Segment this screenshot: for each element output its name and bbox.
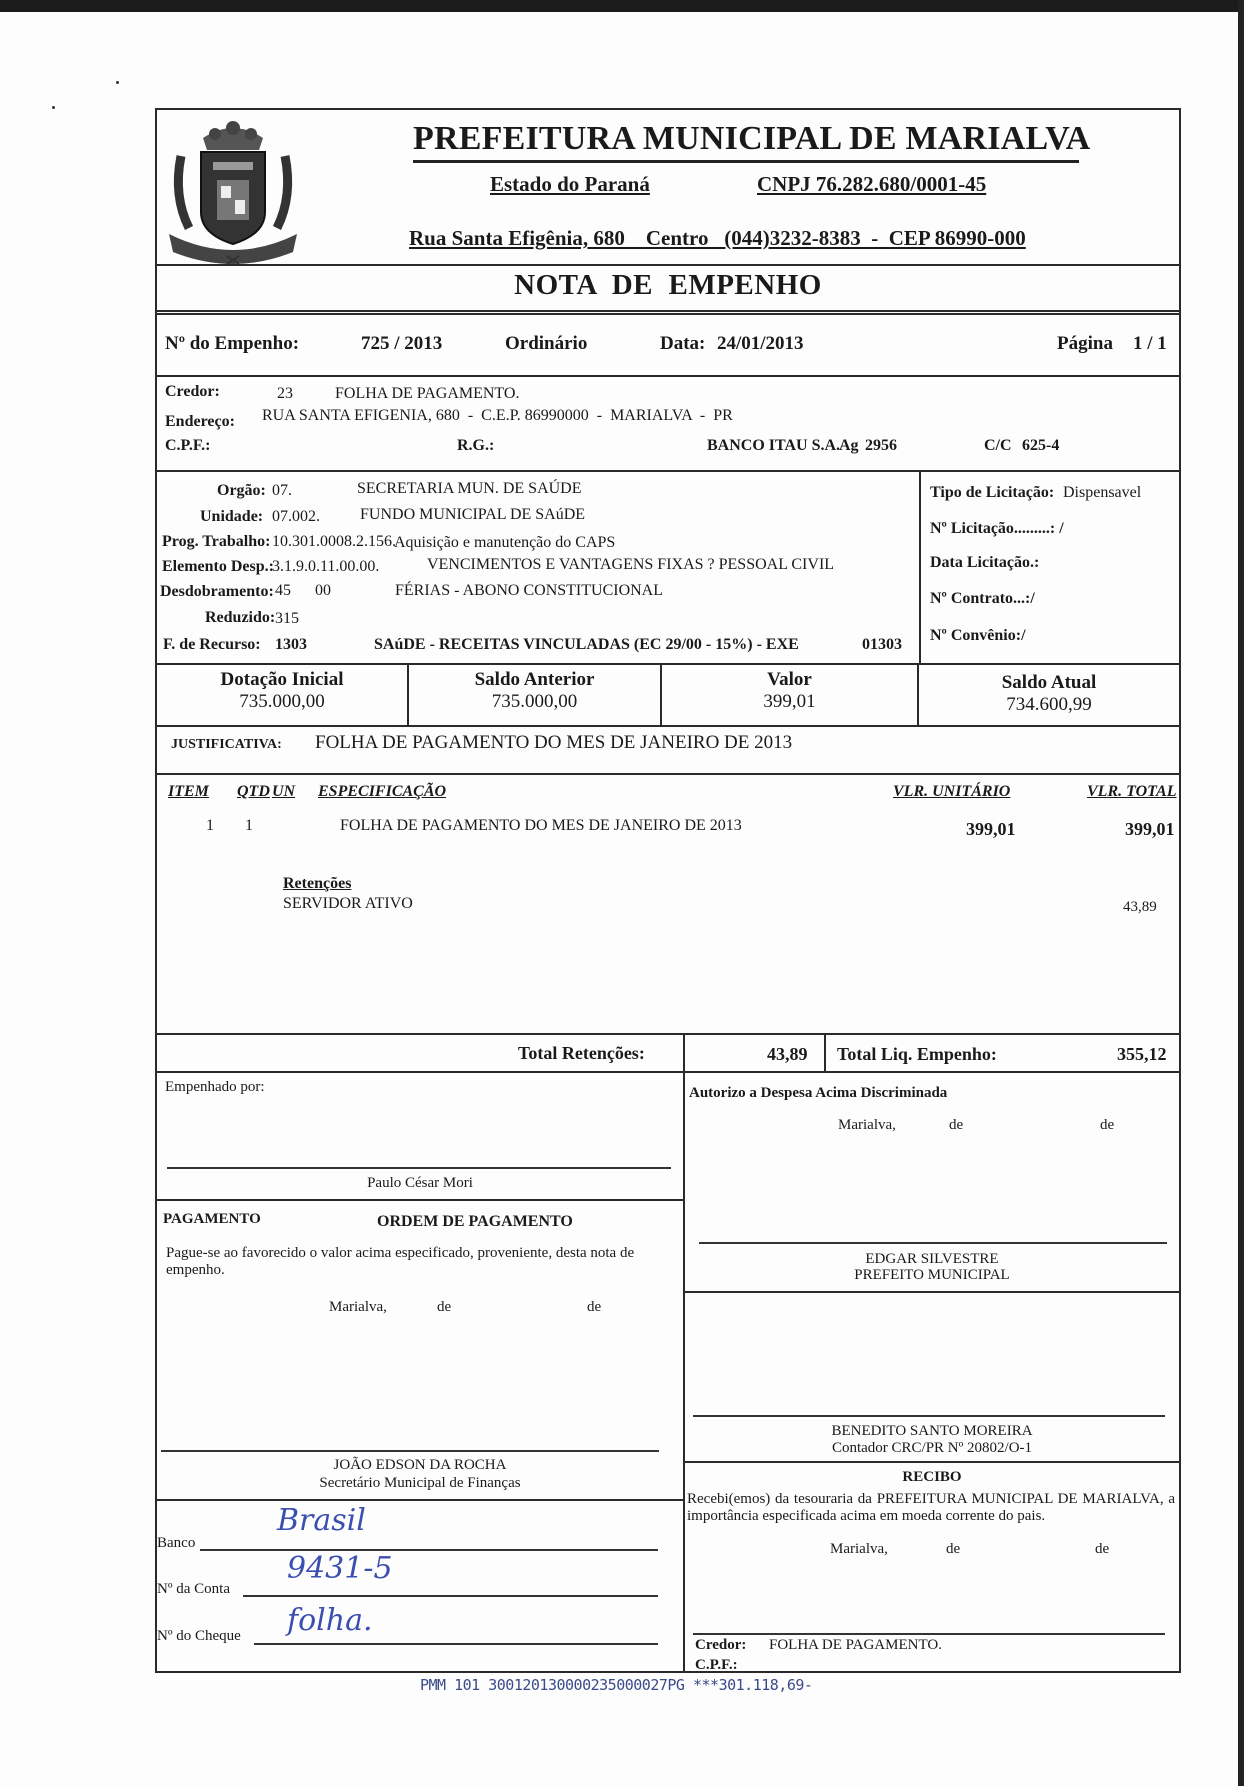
elemento-code: 3.1.9.0.11.00.00. [272,558,380,575]
signature-line [167,1167,671,1169]
pagamento-text: Pague-se ao favorecido o valor acima especificado, proveniente, desta nota de empenho. [166,1245,635,1278]
value-label: Saldo Atual [1001,672,1097,693]
licitacao-type: Dispensavel [1063,484,1142,501]
col-total-value: VLR. TOTAL [1087,783,1177,800]
empenhado-signer: Paulo César Mori [367,1175,473,1191]
desdobramento-a: 45 [275,582,291,599]
bank-name: BANCO ITAU S.A. [707,437,841,454]
divider [824,1035,826,1071]
banco-field-line [200,1549,658,1551]
autorizo-place: Marialva, [838,1117,896,1133]
value-label: Dotação Inicial [220,669,344,690]
date-label: Data: [660,333,706,354]
row-total-value: 399,01 [1125,819,1175,839]
orgao-name: SECRETARIA MUN. DE SAÚDE [357,480,582,497]
institution-title: PREFEITURA MUNICIPAL DE MARIALVA [413,120,1091,157]
unidade-label: Unidade: [200,508,264,525]
financas-signer-name: JOÃO EDSON DA ROCHA [333,1457,507,1473]
divider [683,1461,1179,1463]
state-name: Estado do Paraná [490,172,650,196]
credor-code: 23 [277,385,293,402]
prog-code: 10.301.0008.2.156. [272,533,396,550]
budget-classification [155,472,1181,665]
empenho-date: 24/01/2013 [717,333,804,354]
convenio-number: Nº Convênio:/ [930,627,1026,644]
value-amount: 735.000,00 [491,691,578,712]
autorizo-de: de [1100,1117,1115,1133]
empenho-type: Ordinário [505,333,588,354]
scan-speck [52,106,55,109]
conta-field-line [243,1595,658,1597]
row-unit-value: 399,01 [966,819,1016,839]
authentication-code: PMM 101 300120130000235000027PG ***301.118,69- [420,1676,813,1694]
justificativa-row [155,727,1181,775]
justificativa-label: JUSTIFICATIVA: [171,737,282,752]
scan-edge-top [0,0,1244,12]
signature-line [161,1450,659,1452]
col-item: ITEM [168,783,209,800]
unidade-name: FUNDO MUNICIPAL DE SAúDE [360,506,586,523]
licitacao-date: Data Licitação.: [930,554,1040,571]
page-number: 1 / 1 [1133,333,1167,354]
scan-speck [116,81,119,84]
recurso-name: SAúDE - RECEITAS VINCULADAS (EC 29/00 - 15%) - EXE [374,636,799,653]
value-cell-valor [662,665,919,725]
licitacao-panel [919,472,1179,663]
recibo-text: Recebi(emos) da tesouraria da PREFEITURA MUNICIPAL DE MARIALVA, a importância especificada acima em moeda corrente do pais. [687,1491,1175,1524]
credor-label: Credor: [165,383,220,400]
value-cell-saldo-anterior [409,665,662,725]
value-cell-saldo-atual [919,665,1179,725]
elemento-name: VENCIMENTOS E VANTAGENS FIXAS ? PESSOAL CIVIL [427,556,835,573]
cpf-label: C.P.F.: [165,437,211,454]
contador-role: Contador CRC/PR Nº 20802/O-1 [831,1440,1033,1456]
justificativa-text: FOLHA DE PAGAMENTO DO MES DE JANEIRO DE 2013 [315,732,793,753]
desdobramento-name: FÉRIAS - ABONO CONSTITUCIONAL [395,582,664,599]
divider [683,1035,685,1071]
cheque-field-line [254,1643,658,1645]
unidade-code: 07.002. [272,508,320,525]
institution-address: Rua Santa Efigênia, 680 Centro (044)3232-8383 - CEP 86990-000 [409,226,1026,250]
recurso-code: 1303 [275,636,307,653]
empenho-number-label: Nº do Empenho: [165,333,300,354]
divider [683,1291,1179,1293]
municipal-coat-of-arms-icon [163,116,303,264]
licitacao-type-label: Tipo de Licitação: [930,484,1055,501]
prefeito-name: EDGAR SILVESTRE [865,1251,999,1267]
col-spec: ESPECIFICAÇÃO [318,783,447,800]
conta-label: Nº da Conta [157,1581,230,1597]
cheque-label: Nº do Cheque [157,1628,241,1644]
elemento-label: Elemento Desp.: [162,558,274,575]
value-amount: 734.600,99 [1006,694,1092,715]
banco-label: Banco [157,1535,196,1551]
reduzido-value: 315 [275,610,299,627]
recibo-place: Marialva, [830,1541,888,1557]
document-title-row [155,266,1181,312]
row-spec: FOLHA DE PAGAMENTO DO MES DE JANEIRO DE 2013 [340,817,742,834]
contador-name: BENEDITO SANTO MOREIRA [831,1423,1033,1439]
recibo-cpf-label: C.P.F.: [695,1657,738,1673]
totals-row [155,1035,1181,1073]
pagamento-de: de [587,1299,602,1315]
financas-signer-role: Secretário Municipal de Finanças [319,1475,521,1491]
account-label: C/C [984,437,1012,454]
signature-line [699,1242,1167,1244]
credor-address: RUA SANTA EFIGENIA, 680 - C.E.P. 86990000 - MARIALVA - PR [262,407,733,424]
total-retencoes-value: 43,89 [767,1044,808,1064]
value-amount: 399,01 [763,691,816,712]
pagamento-de: de [437,1299,452,1315]
signatures-section [155,1073,1181,1673]
recibo-credor-label: Credor: [695,1637,747,1653]
empenhado-label: Empenhado por: [165,1079,265,1095]
budget-values [155,665,1181,727]
col-qtd: QTD [237,783,270,800]
scan-edge-right [1238,0,1244,1786]
prog-name: Aquisição e manutenção do CAPS [394,534,616,551]
agency-label: Ag [839,437,859,454]
nota-de-empenho-form [155,108,1181,1673]
agency-number: 2956 [865,437,897,454]
autorizo-de: de [949,1117,964,1133]
total-liquido-label: Total Liq. Empenho: [837,1044,997,1064]
address-label: Endereço: [165,413,235,430]
cnpj: CNPJ 76.282.680/0001-45 [757,172,987,196]
account-number: 625-4 [1022,437,1060,454]
divider [157,1499,683,1501]
retencao-value: 43,89 [1123,899,1157,915]
pagamento-label: PAGAMENTO [163,1211,261,1227]
page-label: Página [1057,333,1113,354]
desdobramento-label: Desdobramento: [160,583,274,600]
row-item: 1 [206,817,214,834]
pagamento-place: Marialva, [329,1299,387,1315]
column-divider [683,1073,685,1671]
retencoes-label: Retenções [283,875,352,892]
ordem-pagamento-title: ORDEM DE PAGAMENTO [377,1213,573,1230]
banco-handwritten: Brasil [277,1503,366,1538]
reduzido-label: Reduzido: [205,609,276,626]
autorizo-title: Autorizo a Despesa Acima Discriminada [689,1085,948,1101]
contrato-number: Nº Contrato...:/ [930,590,1035,607]
signature-line [693,1415,1165,1417]
cheque-handwritten: folha. [287,1603,373,1638]
value-label: Valor [767,669,812,690]
recibo-de: de [1095,1541,1110,1557]
total-retencoes-label: Total Retenções: [518,1043,645,1063]
recibo-de: de [946,1541,961,1557]
desdobramento-b: 00 [315,582,331,599]
title-underline [413,160,1079,163]
empenho-info-row [155,315,1181,377]
divider [157,1199,683,1201]
licitacao-number: Nº Licitação.........: / [930,520,1064,537]
credor-name: FOLHA DE PAGAMENTO. [335,385,520,402]
orgao-label: Orgão: [217,482,266,499]
recibo-credor: FOLHA DE PAGAMENTO. [769,1637,942,1653]
orgao-code: 07. [272,482,292,499]
total-liquido-value: 355,12 [1117,1044,1167,1064]
recibo-title: RECIBO [902,1469,962,1485]
value-amount: 735.000,00 [239,691,325,712]
prog-label: Prog. Trabalho: [162,533,271,550]
credor-section [155,377,1181,472]
retencao-name: SERVIDOR ATIVO [283,895,413,912]
rg-label: R.G.: [457,437,495,454]
recurso-ref: 01303 [862,636,902,653]
document-title: NOTA DE EMPENHO [514,269,822,301]
empenho-number: 725 / 2013 [361,333,443,354]
letterhead [155,108,1181,266]
prefeito-role: PREFEITO MUNICIPAL [854,1267,1010,1283]
recurso-label: F. de Recurso: [163,636,261,653]
conta-handwritten: 9431-5 [287,1551,393,1586]
value-cell-dotacao [157,665,409,725]
col-un: UN [272,783,296,800]
items-table [155,775,1181,1035]
row-qtd: 1 [245,817,253,834]
signature-line [693,1633,1165,1635]
value-label: Saldo Anterior [474,669,595,690]
col-unit-value: VLR. UNITÁRIO [893,783,1011,800]
